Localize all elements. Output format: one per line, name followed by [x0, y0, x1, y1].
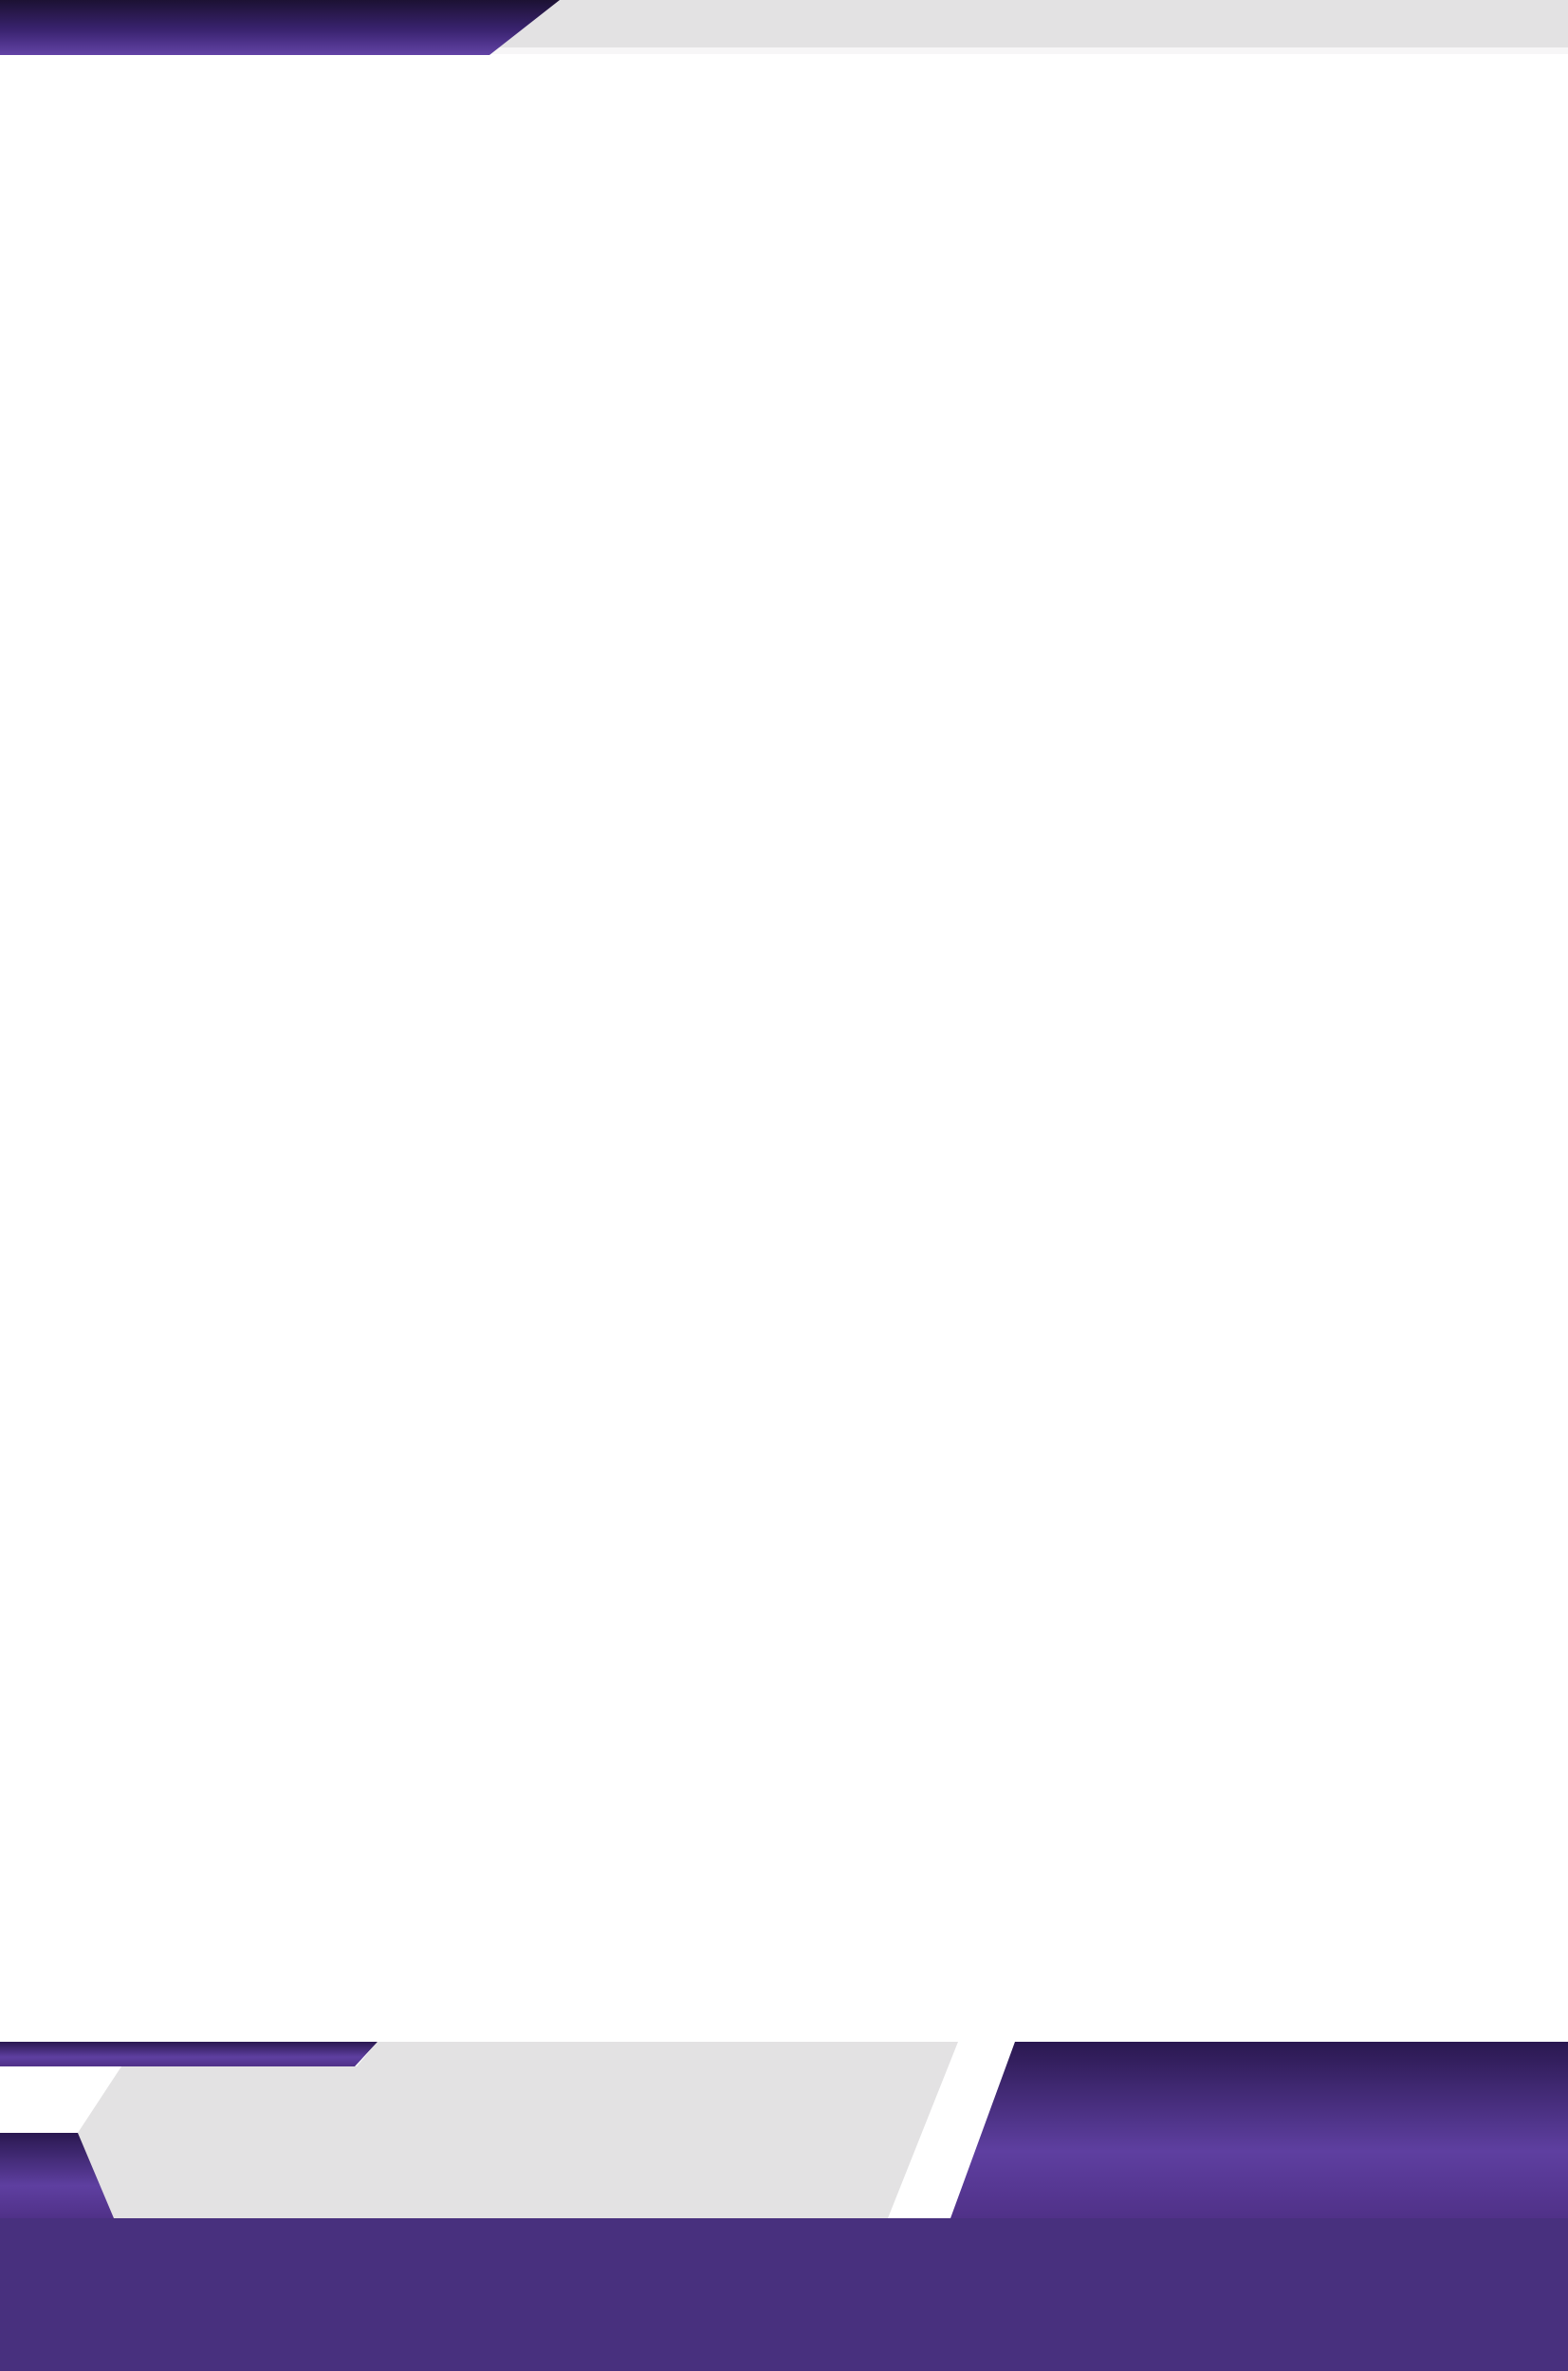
dependency-graph [262, 95, 1324, 359]
footer-purple-strip [0, 2042, 378, 2066]
author-block [950, 2042, 1568, 2218]
dependency-graph-figure [262, 95, 1324, 359]
footer-links-ribbon [72, 2042, 958, 2218]
pagedout-logo-icon [28, 2226, 560, 2366]
section-banner [0, 0, 560, 55]
qr-code [1348, 1932, 1437, 2021]
footer-band [0, 2042, 1568, 2218]
magazine-bottom-bar [0, 2218, 1568, 2371]
article-left-column [131, 438, 780, 472]
